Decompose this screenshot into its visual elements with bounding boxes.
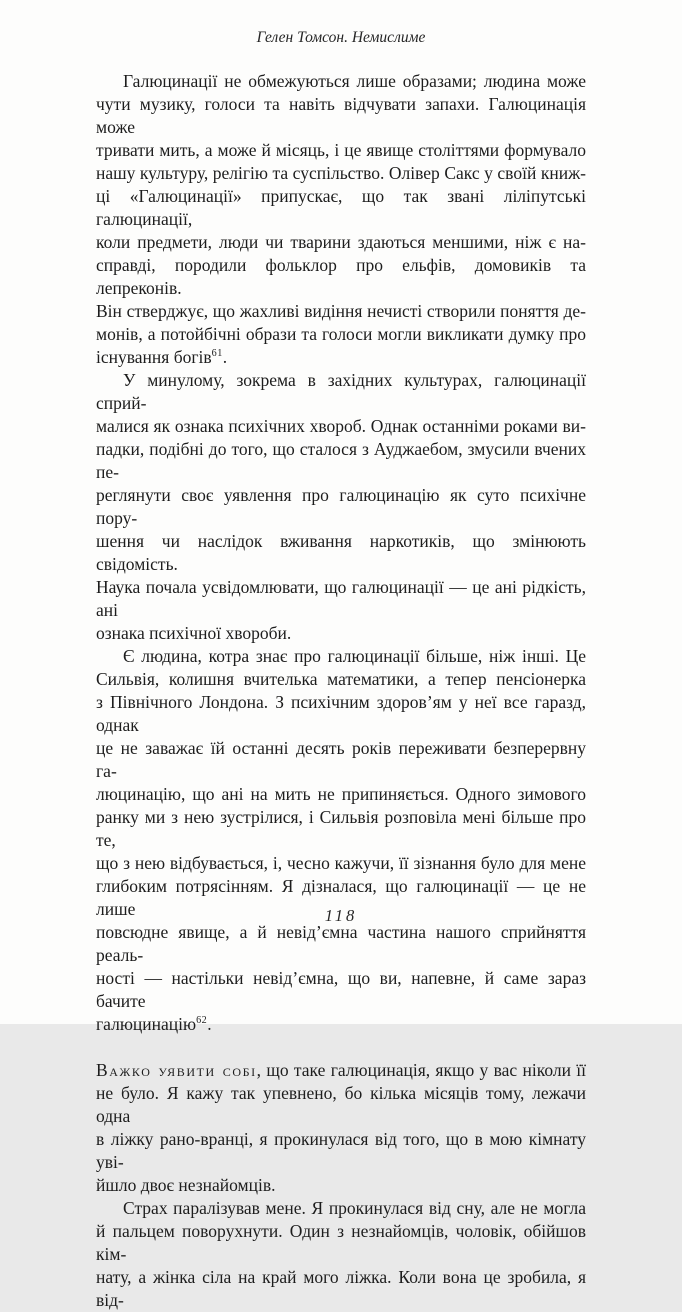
text-line: в ліжку рано-вранці, я прокинулася від того, що в мою кімнату уві- [96, 1129, 586, 1172]
text-line: глибоким потрясінням. Я дізналася, що галюцинації — це не лише [96, 876, 586, 919]
text-line: й пальцем поворухнути. Один з незнайомців, чоловік, обійшов кім- [96, 1221, 586, 1264]
text-line: У минулому, зокрема в західних культурах, галюцинації сприй- [96, 370, 586, 413]
page-number: 118 [324, 906, 358, 925]
text-line: шення чи наслідок вживання наркотиків, що змінюють свідомість. [96, 531, 586, 574]
text-line: повсюдне явище, а й невід’ємна частина нашого сприйняття реаль- [96, 922, 586, 965]
text-line: люцинацію, що ані на мить не припиняється. Одного зимового [96, 784, 586, 804]
text-line: Страх паралізував мене. Я прокинулася від сну, але не могла [123, 1198, 586, 1218]
text-line: ранку ми з нею зустрілися, і Сильвія розповіла мені більше про те, [96, 807, 586, 850]
text-line: падки, подібні до того, що сталося з Ауджаебом, змусили вчених пе- [96, 439, 586, 482]
smallcaps-lead: Важко уявити собі [96, 1060, 257, 1080]
text-line: ці «Галюцинації» припускає, що так звані ліліпутські галюцинації, [96, 186, 586, 229]
running-header: Гелен Томсон. Немислиме [256, 29, 426, 46]
paragraph [96, 70, 586, 369]
text-line: ознака психічної хвороби. [96, 623, 292, 643]
text-line: з Північного Лондона. З психічним здоров’ям у неї все гаразд, однак [96, 692, 586, 735]
text-line: це не заважає їй останні десять років переживати безперервну га- [96, 738, 586, 781]
text-line: існування богів$^{61}$. [96, 347, 228, 367]
text-line: йшло двоє незнайомців. [96, 1175, 276, 1195]
text-line: нашу культуру, релігію та суспільство. Олівер Сакс у своїй книж- [96, 163, 586, 183]
text-line: що з нею відбувається, і, чесно кажучи, її зізнання було для мене [96, 853, 586, 873]
text-line: реглянути своє уявлення про галюцинацію як суто психічне пору- [96, 485, 586, 528]
paragraph [96, 1197, 586, 1312]
text-line: нату, а жінка сіла на край мого ліжка. Коли вона це зробила, я від- [96, 1267, 586, 1310]
text-line: малися як ознака психічних хвороб. Однак останніми роками ви- [96, 416, 586, 436]
text-line: коли предмети, люди чи тварини здаються меншими, ніж є на- [96, 232, 586, 252]
text-line: Сильвія, колишня вчителька математики, а тепер пенсіонерка [96, 669, 586, 689]
text-line: Галюцинації не обмежуються лише образами; людина може [123, 71, 586, 91]
text-line: тривати мить, а може й місяць, і це явище століттями формувало [96, 140, 586, 160]
text-line: Є людина, котра знає про галюцинації більше, ніж інші. Це [123, 646, 586, 666]
text-line: Наука почала усвідомлювати, що галюцинації — це ані рідкість, ані [96, 577, 586, 620]
paragraph [96, 369, 586, 645]
text-line: галюцинацію$^{62}$. [96, 1014, 212, 1034]
body-text [96, 70, 586, 1312]
text-line: монів, а потойбічні образи та голоси могли викликати думку про [96, 324, 586, 344]
text-line: Він стверджує, що жахливі видіння нечисті створили поняття де- [96, 301, 586, 321]
paragraph [96, 645, 586, 1036]
text-line: ності — настільки невід’ємна, що ви, напевне, й саме зараз бачите [96, 968, 586, 1011]
text-line: справді, породили фольклор про ельфів, домовиків та лепреконів. [96, 255, 586, 298]
text-line: Важко уявити собі, що таке галюцинація, якщо у вас ніколи її [96, 1060, 586, 1080]
footnote-ref: 62 [196, 1015, 208, 1027]
footnote-ref: 61 [211, 348, 223, 360]
text-line: чути музику, голоси та навіть відчувати запахи. Галюцинація може [96, 94, 586, 137]
paragraph [96, 1059, 586, 1197]
text-line: не було. Я кажу так упевнено, бо кілька місяців тому, лежачи одна [96, 1083, 586, 1126]
